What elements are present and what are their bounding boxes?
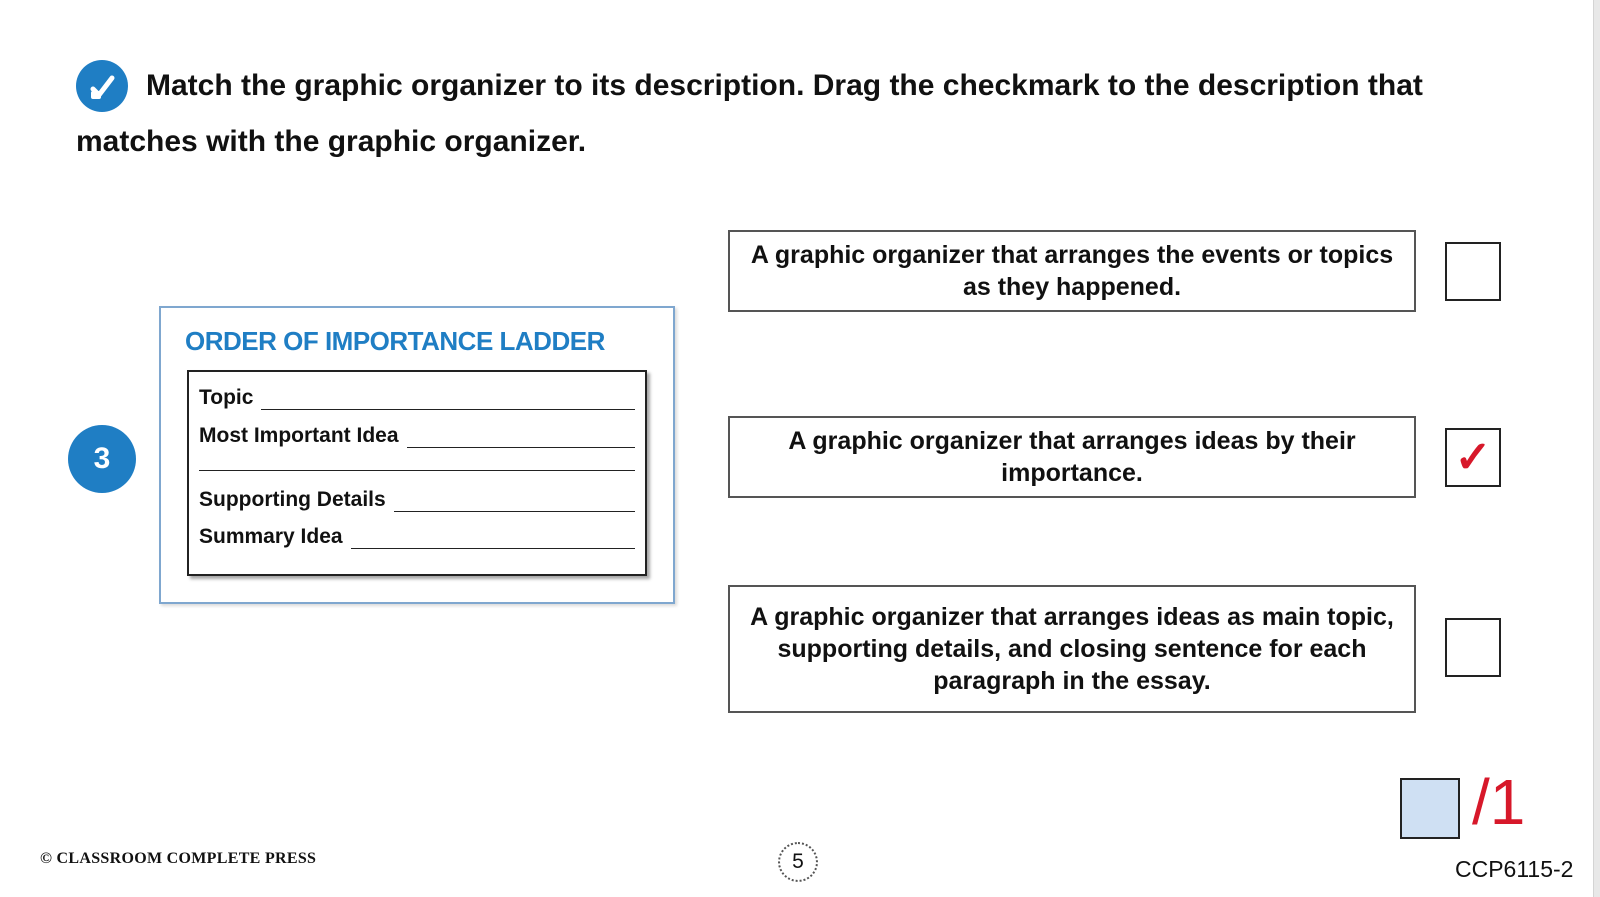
ladder-row-supporting: [199, 488, 635, 512]
ladder-row-most-important: [199, 424, 635, 448]
option-box-2[interactable]: [728, 416, 1416, 498]
publisher-logo: © CLASSROOM COMPLETE PRESS: [40, 850, 317, 867]
checkbox-option-2[interactable]: [1445, 428, 1501, 487]
score-total: /1: [1472, 766, 1526, 838]
option-box-1[interactable]: [728, 230, 1416, 312]
graphic-organizer-card: [159, 306, 675, 604]
option-text: A graphic organizer that arranges ideas by their importance.: [788, 427, 1356, 487]
ladder-row-label: Topic: [199, 386, 254, 409]
organizer-title: ORDER OF IMPORTANCE LADDER: [185, 326, 605, 356]
score-input-box[interactable]: [1400, 778, 1460, 839]
ladder-row-topic: [199, 386, 635, 410]
option-text: A graphic organizer that arranges the events or topics as they happened.: [750, 241, 1394, 301]
option-text: A graphic organizer that arranges ideas as main topic, supporting details, and closing sentence for each paragraph in the essay.: [750, 603, 1394, 695]
ladder-line: [199, 452, 635, 471]
ladder-line: [407, 429, 635, 448]
ladder-row-summary: [199, 525, 635, 549]
ladder-row-label: Most Important Idea: [199, 424, 399, 447]
ladder-box: [187, 370, 647, 576]
instruction-text: Match the graphic organizer to its description. Drag the checkmark to the description that matches with the graphic organizer.: [76, 69, 1423, 158]
page-edge: [1593, 0, 1600, 897]
ladder-row-blank: [199, 452, 635, 471]
page-number: 5: [778, 842, 818, 882]
checkbox-option-1[interactable]: [1445, 242, 1501, 301]
ladder-line: [351, 530, 635, 549]
ladder-line: [261, 391, 635, 410]
ladder-line: [394, 493, 635, 512]
ladder-row-label: Supporting Details: [199, 488, 386, 511]
product-code: CCP6115-2: [1455, 856, 1574, 882]
question-number-badge: 3: [68, 425, 136, 493]
option-box-3[interactable]: [728, 585, 1416, 713]
checkbox-option-3[interactable]: [1445, 618, 1501, 677]
ladder-row-label: Summary Idea: [199, 525, 343, 548]
checkmark-icon[interactable]: ✓: [1454, 432, 1492, 482]
